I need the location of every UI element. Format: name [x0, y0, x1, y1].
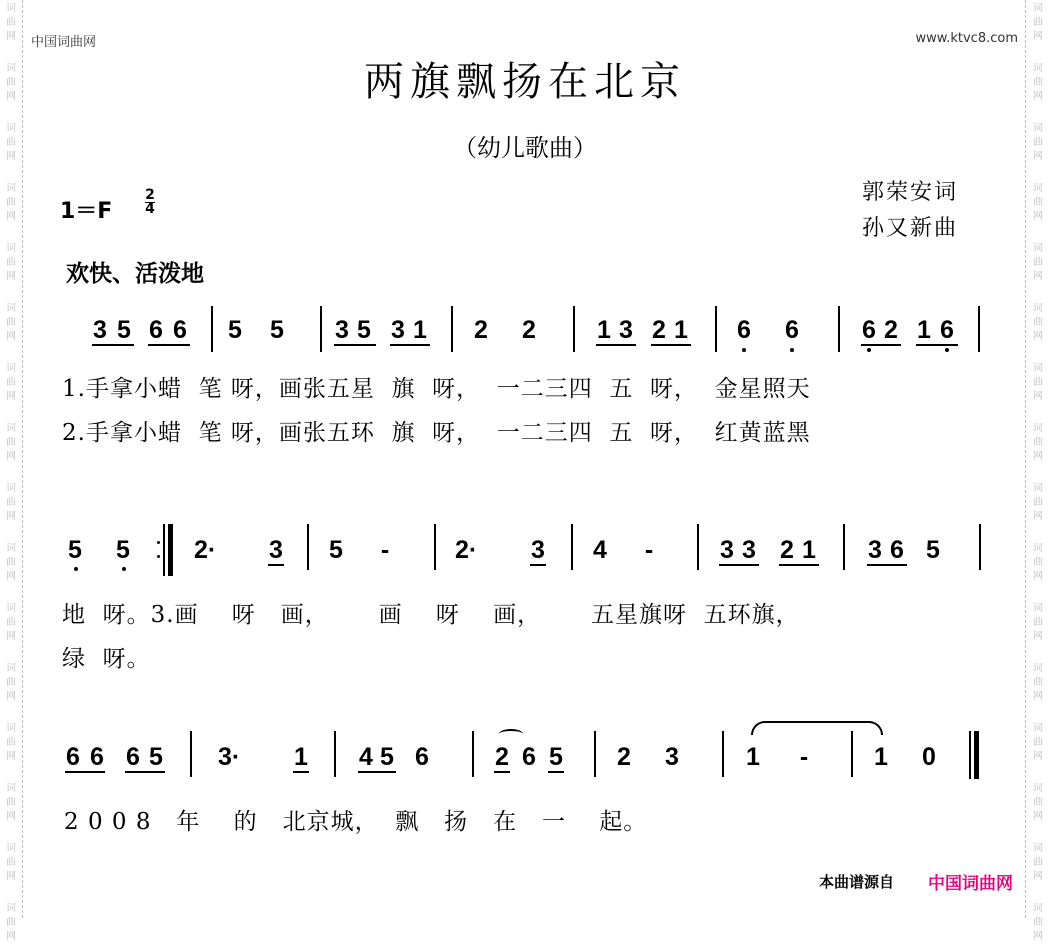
note: 4 [593, 536, 607, 564]
watermark-char: 曲 [6, 197, 16, 208]
watermark-char: 词 [1033, 63, 1043, 74]
source-site-link[interactable]: 中国词曲网 [928, 874, 1013, 894]
watermark-char: 曲 [1033, 317, 1043, 328]
watermark-char: 词 [1033, 783, 1043, 794]
watermark-char: 词 [6, 903, 16, 914]
watermark-char: 网 [1033, 631, 1043, 642]
note: 5 [117, 316, 131, 344]
watermark-char: 曲 [1033, 797, 1043, 808]
watermark-char: 网 [1033, 31, 1043, 42]
watermark-char: 词 [1033, 903, 1043, 914]
site-name-header: 中国词曲网 [31, 35, 97, 50]
watermark-char: 网 [6, 151, 16, 162]
watermark-char: 网 [1033, 751, 1043, 762]
note: 3 [720, 536, 734, 564]
note: 3 [868, 536, 882, 564]
watermark-char: 网 [6, 91, 16, 102]
watermark-char: 曲 [1033, 857, 1043, 868]
watermark-char: 网 [6, 331, 16, 342]
song-subtitle: （幼儿歌曲） [453, 134, 597, 162]
watermark-char: 网 [1033, 151, 1043, 162]
note: 2 [617, 743, 631, 771]
watermark-char: 网 [1033, 391, 1043, 402]
watermark-char: 词 [6, 183, 16, 194]
note: 3 [665, 743, 679, 771]
watermark-char: 网 [1033, 451, 1043, 462]
watermark-char: 网 [6, 811, 16, 822]
watermark-char: 词 [1033, 303, 1043, 314]
note: 6 [90, 743, 104, 771]
watermark-char: 曲 [6, 317, 16, 328]
watermark-char: 网 [6, 751, 16, 762]
note: 1 [917, 316, 931, 344]
watermark-char: 词 [1033, 843, 1043, 854]
watermark-char: 词 [6, 363, 16, 374]
note: 3 [93, 316, 107, 344]
tempo-marking: 欢快、活泼地 [66, 261, 204, 287]
watermark-char: 网 [6, 271, 16, 282]
watermark-char: 曲 [6, 137, 16, 148]
note: 5 [228, 316, 242, 344]
note: 2 [884, 316, 898, 344]
lyrics-line-3: 2 0 0 8 年 的 北京城， 飘 扬 在 一 起。 [64, 809, 648, 835]
watermark-char: 词 [6, 423, 16, 434]
watermark-char: 曲 [1033, 77, 1043, 88]
watermark-char: 曲 [6, 77, 16, 88]
watermark-char: 词 [1033, 543, 1043, 554]
note: 3 [335, 316, 349, 344]
watermark-char: 网 [6, 571, 16, 582]
note: 3 [619, 316, 633, 344]
note: 5 [549, 743, 563, 771]
note: 1 [294, 743, 308, 771]
key-signature: 1＝F [60, 199, 113, 224]
note: 0 [922, 743, 936, 771]
note: 1 [413, 316, 427, 344]
note: 3 [269, 536, 283, 564]
note: 2· [455, 536, 478, 564]
watermark-char: 曲 [1033, 377, 1043, 388]
lyrics-line-2-verse-1: 地 呀。3.画 呀 画， 画 呀 画， 五星旗呀 五环旗， [62, 602, 800, 628]
watermark-char: 曲 [1033, 617, 1043, 628]
watermark-char: 词 [6, 543, 16, 554]
note: 6 [890, 536, 904, 564]
note: 4 [359, 743, 373, 771]
watermark-char: 曲 [1033, 137, 1043, 148]
note: 1 [674, 316, 688, 344]
note: 6 [149, 316, 163, 344]
watermark-char: 词 [1033, 3, 1043, 14]
note: 5 [329, 536, 343, 564]
watermark-char: 曲 [1033, 17, 1043, 28]
note: 2 [522, 316, 536, 344]
note: 6 [940, 316, 954, 344]
watermark-char: 词 [6, 243, 16, 254]
watermark-char: 曲 [6, 857, 16, 868]
composer: 孙又新曲 [862, 216, 959, 241]
watermark-char: 词 [1033, 123, 1043, 134]
watermark-char: 网 [6, 691, 16, 702]
watermark-char: 曲 [6, 437, 16, 448]
watermark-char: 曲 [1033, 917, 1043, 928]
watermark-char: 网 [6, 931, 16, 942]
note: 2 [474, 316, 488, 344]
note: 1 [597, 316, 611, 344]
watermark-char: 词 [1033, 423, 1043, 434]
note: 1 [874, 743, 888, 771]
note: 3 [531, 536, 545, 564]
note: 5 [270, 316, 284, 344]
watermark-char: 词 [6, 603, 16, 614]
watermark-char: 词 [1033, 483, 1043, 494]
song-title: 两旗飘扬在北京 [364, 59, 686, 105]
watermark-char: 词 [6, 63, 16, 74]
note: 2 [652, 316, 666, 344]
watermark-char: 网 [6, 451, 16, 462]
watermark-char: 词 [1033, 723, 1043, 734]
watermark-char: 网 [1033, 91, 1043, 102]
note: 3 [742, 536, 756, 564]
watermark-char: 网 [6, 31, 16, 42]
note: 5 [68, 536, 82, 564]
watermark-char: 词 [1033, 183, 1043, 194]
watermark-char: 词 [6, 483, 16, 494]
watermark-char: 网 [6, 391, 16, 402]
watermark-char: 网 [1033, 571, 1043, 582]
lyrics-verse-2: 2.手拿小蜡 笔 呀，画张五环 旗 呀， 一二三四 五 呀， 红黄蓝黑 [62, 420, 811, 446]
watermark-char: 词 [6, 3, 16, 14]
note: 2· [194, 536, 217, 564]
watermark-char: 词 [6, 123, 16, 134]
watermark-char: 网 [1033, 931, 1043, 942]
note: 5 [380, 743, 394, 771]
note: 5 [149, 743, 163, 771]
watermark-char: 词 [6, 303, 16, 314]
watermark-char: 曲 [1033, 737, 1043, 748]
watermark-char: 曲 [6, 617, 16, 628]
note: 6 [785, 316, 799, 344]
note: 6 [737, 316, 751, 344]
watermark-char: 词 [1033, 603, 1043, 614]
watermark-char: 网 [1033, 811, 1043, 822]
note: - [799, 743, 809, 771]
watermark-char: 曲 [6, 497, 16, 508]
watermark-char: 曲 [1033, 557, 1043, 568]
watermark-char: 曲 [6, 917, 16, 928]
note: 5 [357, 316, 371, 344]
note: 6 [415, 743, 429, 771]
watermark-char: 网 [1033, 331, 1043, 342]
site-url-header: www.ktvc8.com [915, 31, 1018, 46]
note: 1 [802, 536, 816, 564]
note: 3 [391, 316, 405, 344]
source-label: 本曲谱源自 [819, 873, 895, 891]
watermark-char: 词 [6, 663, 16, 674]
watermark-char: 曲 [1033, 497, 1043, 508]
watermark-char: 网 [6, 631, 16, 642]
lyrics-verse-1: 1.手拿小蜡 笔 呀，画张五星 旗 呀， 一二三四 五 呀， 金星照天 [62, 376, 811, 402]
watermark-char: 网 [6, 511, 16, 522]
note: 2 [495, 743, 509, 771]
watermark-char: 曲 [1033, 437, 1043, 448]
lyricist: 郭荣安词 [862, 180, 959, 205]
note: 6 [522, 743, 536, 771]
note: 1 [746, 743, 760, 771]
watermark-char: 词 [1033, 663, 1043, 674]
watermark-char: 网 [1033, 871, 1043, 882]
watermark-char: 词 [6, 843, 16, 854]
watermark-char: 曲 [1033, 197, 1043, 208]
watermark-char: 词 [6, 783, 16, 794]
time-signature: 2 4 [145, 187, 155, 217]
watermark-char: 曲 [6, 257, 16, 268]
watermark-char: 曲 [6, 677, 16, 688]
note: 6 [862, 316, 876, 344]
lyrics-line-2-verse-2: 绿 呀。 [62, 646, 151, 672]
watermark-char: 曲 [6, 737, 16, 748]
note: 3· [218, 743, 241, 771]
watermark-char: 网 [1033, 691, 1043, 702]
credits [862, 175, 958, 247]
note: 2 [780, 536, 794, 564]
note: 5 [116, 536, 130, 564]
watermark-char: 曲 [6, 557, 16, 568]
note: 6 [126, 743, 140, 771]
watermark-char: 网 [6, 211, 16, 222]
watermark-char: 曲 [6, 17, 16, 28]
note: - [380, 536, 390, 564]
watermark-char: 曲 [6, 377, 16, 388]
watermark-char: 词 [1033, 363, 1043, 374]
note: 6 [66, 743, 80, 771]
note: - [644, 536, 654, 564]
watermark-char: 网 [6, 871, 16, 882]
watermark-char: 网 [1033, 511, 1043, 522]
note: 6 [173, 316, 187, 344]
watermark-char: 曲 [1033, 677, 1043, 688]
note: 5 [926, 536, 940, 564]
watermark-char: 网 [1033, 271, 1043, 282]
watermark-char: 词 [1033, 243, 1043, 254]
watermark-char: 曲 [6, 797, 16, 808]
watermark-char: 网 [1033, 211, 1043, 222]
watermark-char: 词 [6, 723, 16, 734]
watermark-char: 曲 [1033, 257, 1043, 268]
